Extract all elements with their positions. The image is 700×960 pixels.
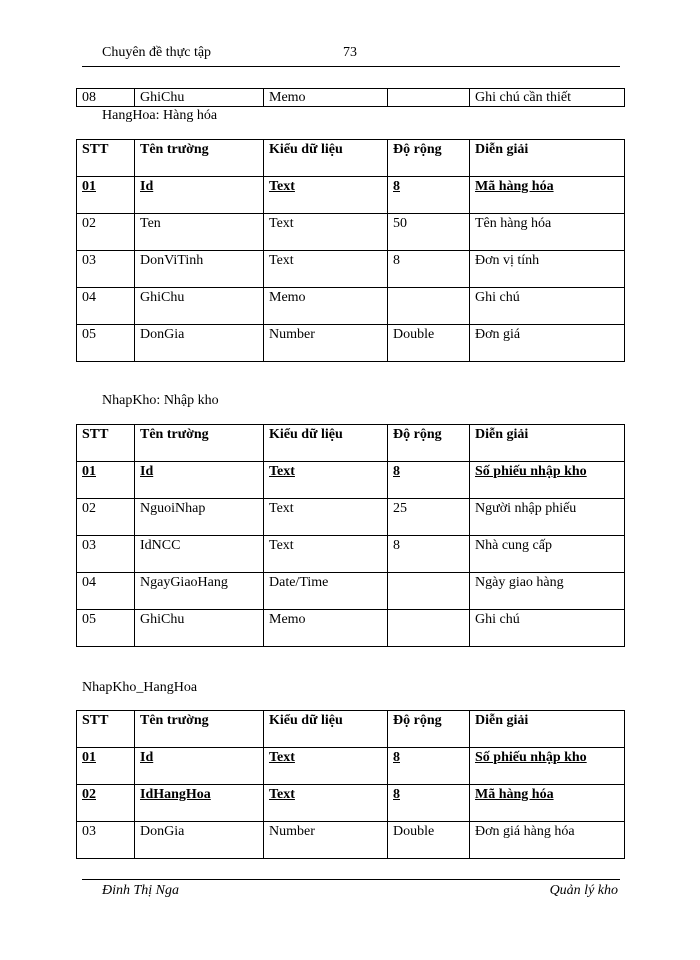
cell-stt: 01 xyxy=(77,177,135,214)
header-width: Độ rộng xyxy=(388,140,470,177)
cell-data-type: Text xyxy=(264,214,388,251)
cell-field-name: NgayGiaoHang xyxy=(135,573,264,610)
cell-field-name: Id xyxy=(135,462,264,499)
cell-data-type: Number xyxy=(264,822,388,859)
cell-width: 8 xyxy=(388,251,470,288)
table-header-row xyxy=(77,711,625,748)
cell-field-name: NguoiNhap xyxy=(135,499,264,536)
cell-field-name: GhiChu xyxy=(135,288,264,325)
cell-description: Ghi chú xyxy=(470,610,625,647)
hanghoa-caption: HangHoa: Hàng hóa xyxy=(102,108,218,123)
cell-data-type: Date/Time xyxy=(264,573,388,610)
cell-data-type: Text xyxy=(264,536,388,573)
cell-description: Mã hàng hóa xyxy=(470,177,625,214)
cell-data-type: Memo xyxy=(264,610,388,647)
cell-width xyxy=(388,573,470,610)
table-row xyxy=(77,499,625,536)
table-row xyxy=(77,748,625,785)
cell-width xyxy=(388,89,470,107)
cell-field-name: Id xyxy=(135,177,264,214)
header-field-name: Tên trường xyxy=(135,140,264,177)
cell-width: 8 xyxy=(388,748,470,785)
cell-description: Ghi chú cần thiết xyxy=(470,89,625,107)
cell-width: 8 xyxy=(388,785,470,822)
table-header-row xyxy=(77,425,625,462)
header-stt: STT xyxy=(77,711,135,748)
cell-description: Số phiếu nhập kho xyxy=(470,748,625,785)
cell-description: Đơn giá xyxy=(470,325,625,362)
cell-width: 8 xyxy=(388,536,470,573)
cell-data-type: Text xyxy=(264,462,388,499)
page-header xyxy=(82,44,620,67)
cell-description: Nhà cung cấp xyxy=(470,536,625,573)
cell-stt: 03 xyxy=(77,536,135,573)
cell-description: Đơn vị tính xyxy=(470,251,625,288)
nhapkho-caption: NhapKho: Nhập kho xyxy=(102,393,219,408)
nhapkho-table xyxy=(76,424,625,647)
cell-width: 25 xyxy=(388,499,470,536)
table-row xyxy=(77,251,625,288)
table-row xyxy=(77,214,625,251)
header-data-type: Kiểu dữ liệu xyxy=(264,711,388,748)
cell-stt: 03 xyxy=(77,822,135,859)
header-title: Chuyên đề thực tập xyxy=(102,45,212,60)
cell-description: Ghi chú xyxy=(470,288,625,325)
table-row xyxy=(77,573,625,610)
table-row xyxy=(77,177,625,214)
page-number: 73 xyxy=(343,45,357,60)
table-row xyxy=(77,785,625,822)
cell-width: 8 xyxy=(388,177,470,214)
cell-description: Số phiếu nhập kho xyxy=(470,462,625,499)
cell-field-name: DonViTinh xyxy=(135,251,264,288)
header-description: Diễn giải xyxy=(470,140,625,177)
nhapkho-hanghoa-caption: NhapKho_HangHoa xyxy=(82,680,198,695)
table-header-row xyxy=(77,140,625,177)
cell-stt: 04 xyxy=(77,573,135,610)
cell-description: Mã hàng hóa xyxy=(470,785,625,822)
footer-subject: Quản lý kho xyxy=(549,883,618,898)
header-description: Diễn giải xyxy=(470,425,625,462)
header-width: Độ rộng xyxy=(388,711,470,748)
header-width: Độ rộng xyxy=(388,425,470,462)
cell-width: Double xyxy=(388,325,470,362)
cell-stt: 05 xyxy=(77,610,135,647)
cell-stt: 05 xyxy=(77,325,135,362)
cell-stt: 01 xyxy=(77,462,135,499)
nhapkho-hanghoa-table xyxy=(76,710,625,859)
table-row xyxy=(77,610,625,647)
cell-field-name: IdNCC xyxy=(135,536,264,573)
cell-field-name: IdHangHoa xyxy=(135,785,264,822)
cell-data-type: Text xyxy=(264,785,388,822)
cell-stt: 02 xyxy=(77,214,135,251)
cell-field-name: Id xyxy=(135,748,264,785)
table-row xyxy=(77,325,625,362)
cell-field-name: DonGia xyxy=(135,325,264,362)
cell-field-name: GhiChu xyxy=(135,89,264,107)
footer-author: Đinh Thị Nga xyxy=(102,883,180,898)
cell-stt: 02 xyxy=(77,785,135,822)
table-row xyxy=(77,536,625,573)
previous-table-continuation xyxy=(76,88,625,107)
cell-width xyxy=(388,610,470,647)
cell-stt: 02 xyxy=(77,499,135,536)
header-data-type: Kiểu dữ liệu xyxy=(264,140,388,177)
header-stt: STT xyxy=(77,425,135,462)
table-row xyxy=(77,822,625,859)
header-field-name: Tên trường xyxy=(135,711,264,748)
header-data-type: Kiểu dữ liệu xyxy=(264,425,388,462)
cell-field-name: DonGia xyxy=(135,822,264,859)
table-row xyxy=(77,462,625,499)
cell-data-type: Text xyxy=(264,251,388,288)
page-footer xyxy=(82,879,620,904)
cell-width: 50 xyxy=(388,214,470,251)
cell-data-type: Text xyxy=(264,748,388,785)
cell-description: Người nhập phiếu xyxy=(470,499,625,536)
cell-width xyxy=(388,288,470,325)
table-row xyxy=(77,288,625,325)
cell-data-type: Text xyxy=(264,499,388,536)
cell-data-type: Memo xyxy=(264,288,388,325)
cell-field-name: GhiChu xyxy=(135,610,264,647)
header-description: Diễn giải xyxy=(470,711,625,748)
cell-stt: 03 xyxy=(77,251,135,288)
header-stt: STT xyxy=(77,140,135,177)
header-field-name: Tên trường xyxy=(135,425,264,462)
cell-stt: 01 xyxy=(77,748,135,785)
cell-description: Đơn giá hàng hóa xyxy=(470,822,625,859)
cell-width: 8 xyxy=(388,462,470,499)
cell-stt: 08 xyxy=(77,89,135,107)
table-row xyxy=(77,89,625,107)
cell-data-type: Memo xyxy=(264,89,388,107)
cell-data-type: Text xyxy=(264,177,388,214)
cell-description: Tên hàng hóa xyxy=(470,214,625,251)
hanghoa-table xyxy=(76,139,625,362)
cell-field-name: Ten xyxy=(135,214,264,251)
cell-data-type: Number xyxy=(264,325,388,362)
cell-width: Double xyxy=(388,822,470,859)
cell-stt: 04 xyxy=(77,288,135,325)
cell-description: Ngày giao hàng xyxy=(470,573,625,610)
